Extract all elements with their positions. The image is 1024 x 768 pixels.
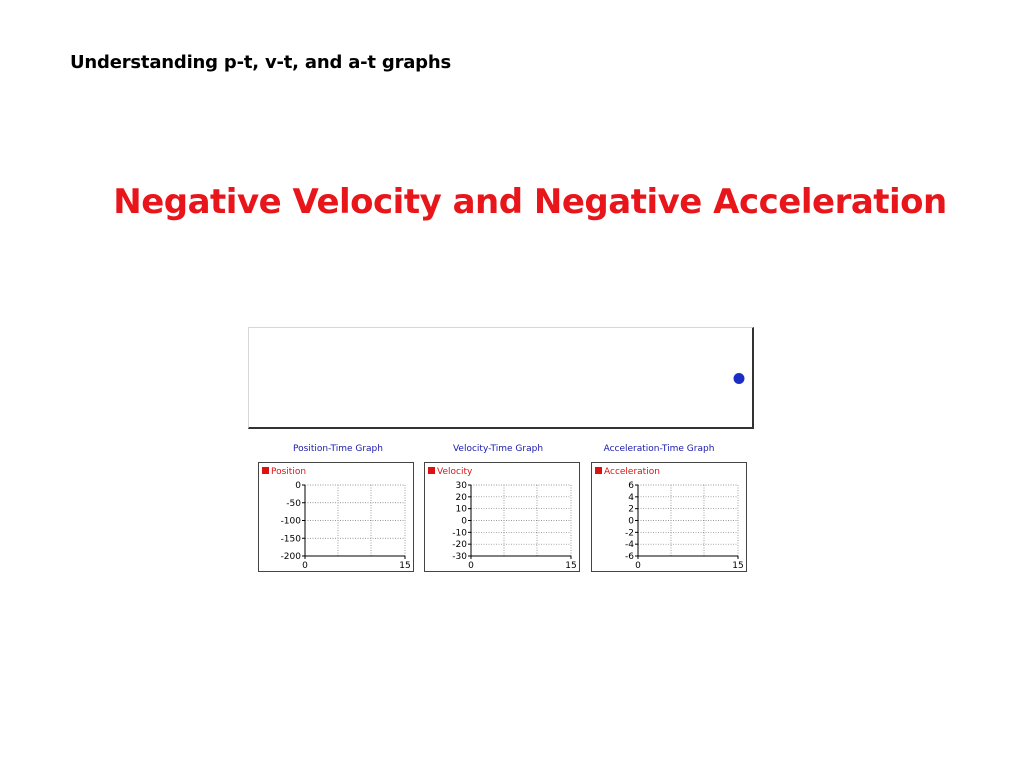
position-graph-title: Position-Time Graph <box>293 444 383 454</box>
velocity-graph-title: Velocity-Time Graph <box>452 444 544 454</box>
y-tick-label: 20 <box>455 492 467 503</box>
y-tick-label: -30 <box>452 552 467 562</box>
y-tick-label: -20 <box>452 540 467 551</box>
motion-track <box>248 327 754 429</box>
y-tick-label: -2 <box>625 528 634 539</box>
moving-ball <box>734 373 745 384</box>
legend-swatch <box>262 467 269 474</box>
position-time-graph <box>258 462 414 572</box>
acceleration-time-graph <box>591 462 747 572</box>
x-tick-label: 0 <box>302 561 308 571</box>
y-tick-label: 10 <box>455 504 467 515</box>
y-tick-label: 0 <box>628 516 634 527</box>
y-tick-label: 0 <box>461 516 467 527</box>
velocity-time-graph <box>424 462 580 572</box>
y-tick-label: -150 <box>280 534 301 545</box>
position-chart-svg <box>259 463 415 573</box>
y-tick-label: 30 <box>455 481 467 491</box>
acceleration-chart-svg <box>592 463 748 573</box>
y-tick-label: -6 <box>625 552 634 562</box>
y-tick-label: -10 <box>452 528 467 539</box>
y-tick-label: -4 <box>625 540 634 551</box>
x-tick-label: 0 <box>468 561 474 571</box>
slide-title: Negative Velocity and Negative Acceleration <box>113 182 947 222</box>
velocity-chart-svg <box>425 463 581 573</box>
y-tick-label: 4 <box>628 492 634 503</box>
x-tick-label: 0 <box>635 561 641 571</box>
legend-label: Velocity <box>437 467 473 477</box>
legend-swatch <box>595 467 602 474</box>
y-tick-label: -200 <box>280 552 301 562</box>
legend-label: Position <box>271 467 307 477</box>
y-tick-label: -100 <box>280 516 301 527</box>
y-tick-label: -50 <box>286 498 301 509</box>
x-tick-label: 15 <box>565 561 577 571</box>
x-tick-label: 15 <box>732 561 744 571</box>
legend-swatch <box>428 467 435 474</box>
y-tick-label: 6 <box>628 481 634 491</box>
y-tick-label: 0 <box>295 481 301 491</box>
x-tick-label: 15 <box>399 561 411 571</box>
acceleration-graph-title: Acceleration-Time Graph <box>603 444 715 454</box>
slide-subtitle: Understanding p-t, v-t, and a-t graphs <box>70 52 451 73</box>
y-tick-label: 2 <box>628 504 634 515</box>
legend-label: Acceleration <box>604 467 660 477</box>
